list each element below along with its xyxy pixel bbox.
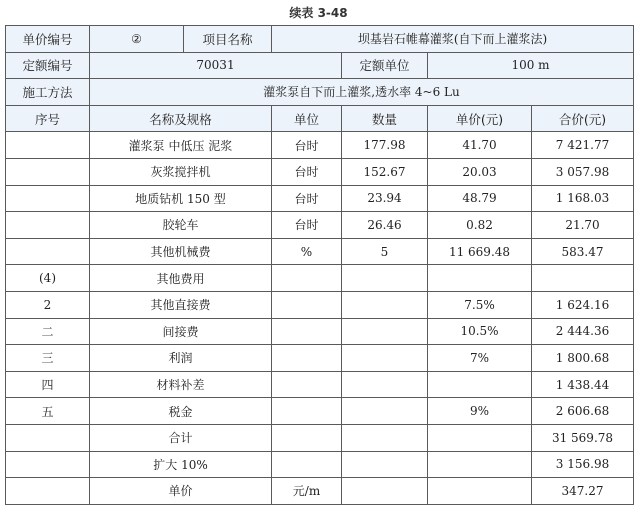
column-header-row (6, 105, 634, 132)
row-name: 单价 (90, 478, 272, 505)
row-price: 20.03 (428, 158, 532, 185)
row-amount: 1 438.44 (532, 371, 634, 398)
header-row-method (6, 79, 634, 106)
row-price (428, 424, 532, 451)
row-price: 11 669.48 (428, 238, 532, 265)
row-amount: 3 057.98 (532, 158, 634, 185)
table-caption: 续表 3-48 (289, 6, 348, 20)
row-amount: 2 444.36 (532, 318, 634, 345)
row-price: 9% (428, 398, 532, 425)
table-row (6, 212, 634, 239)
row-unit (272, 371, 342, 398)
row-unit: % (272, 238, 342, 265)
row-amount: 1 624.16 (532, 291, 634, 318)
row-name: 间接费 (90, 318, 272, 345)
row-seq: 四 (6, 371, 90, 398)
row-qty (342, 265, 428, 292)
row-qty: 26.46 (342, 212, 428, 239)
row-price: 7.5% (428, 291, 532, 318)
row-amount: 21.70 (532, 212, 634, 239)
header-row-price-code (6, 26, 634, 53)
unit-price-table (5, 25, 634, 505)
row-name: 胶轮车 (90, 212, 272, 239)
row-name: 税金 (90, 398, 272, 425)
row-name: 其他直接费 (90, 291, 272, 318)
row-price (428, 371, 532, 398)
row-amount: 2 606.68 (532, 398, 634, 425)
col-header-price: 单价(元) (428, 105, 532, 132)
row-unit (272, 291, 342, 318)
project-name-label: 项目名称 (184, 26, 272, 53)
col-header-name: 名称及规格 (90, 105, 272, 132)
table-row (6, 265, 634, 292)
row-qty (342, 371, 428, 398)
table-row (6, 185, 634, 212)
row-unit (272, 265, 342, 292)
header-row-quota (6, 52, 634, 79)
row-unit (272, 318, 342, 345)
row-unit (272, 424, 342, 451)
row-qty (342, 451, 428, 478)
row-qty (342, 424, 428, 451)
table-row (6, 158, 634, 185)
quota-code-value: 70031 (90, 52, 342, 79)
row-name: 材料补差 (90, 371, 272, 398)
row-seq: 2 (6, 291, 90, 318)
quota-unit-label: 定额单位 (342, 52, 428, 79)
table-row (6, 398, 634, 425)
row-unit (272, 398, 342, 425)
row-price (428, 265, 532, 292)
col-header-seq: 序号 (6, 105, 90, 132)
row-price: 10.5% (428, 318, 532, 345)
row-unit (272, 345, 342, 372)
row-seq: (4) (6, 265, 90, 292)
row-qty (342, 478, 428, 505)
table-row (6, 478, 634, 505)
row-amount: 347.27 (532, 478, 634, 505)
row-seq (6, 185, 90, 212)
row-seq (6, 212, 90, 239)
col-header-qty: 数量 (342, 105, 428, 132)
row-qty (342, 318, 428, 345)
row-unit: 台时 (272, 185, 342, 212)
row-amount: 583.47 (532, 238, 634, 265)
row-seq (6, 132, 90, 159)
row-price: 0.82 (428, 212, 532, 239)
row-seq: 五 (6, 398, 90, 425)
row-seq: 三 (6, 345, 90, 372)
row-name: 灰浆搅拌机 (90, 158, 272, 185)
col-header-unit: 单位 (272, 105, 342, 132)
row-unit: 元/m (272, 478, 342, 505)
price-code-label: 单价编号 (6, 26, 90, 53)
table-row (6, 291, 634, 318)
row-name: 利润 (90, 345, 272, 372)
row-seq (6, 478, 90, 505)
row-name: 其他费用 (90, 265, 272, 292)
row-name: 灌浆泵 中低压 泥浆 (90, 132, 272, 159)
row-seq (6, 424, 90, 451)
row-price (428, 451, 532, 478)
table-row (6, 345, 634, 372)
row-amount: 1 168.03 (532, 185, 634, 212)
row-qty (342, 398, 428, 425)
row-amount (532, 265, 634, 292)
table-row (6, 318, 634, 345)
row-qty (342, 345, 428, 372)
table-row (6, 371, 634, 398)
row-price (428, 478, 532, 505)
col-header-amount: 合价(元) (532, 105, 634, 132)
row-seq (6, 451, 90, 478)
method-label: 施工方法 (6, 79, 90, 106)
method-value: 灌浆泵自下而上灌浆,透水率 4~6 Lu (90, 79, 634, 106)
row-seq (6, 238, 90, 265)
row-amount: 7 421.77 (532, 132, 634, 159)
row-price: 41.70 (428, 132, 532, 159)
row-unit: 台时 (272, 158, 342, 185)
row-unit: 台时 (272, 212, 342, 239)
quota-unit-value: 100 m (428, 52, 634, 79)
table-row (6, 424, 634, 451)
row-qty: 5 (342, 238, 428, 265)
row-amount: 3 156.98 (532, 451, 634, 478)
project-name-value: 坝基岩石帷幕灌浆(自下而上灌浆法) (272, 26, 634, 53)
row-name: 地质钻机 150 型 (90, 185, 272, 212)
row-unit (272, 451, 342, 478)
row-qty: 177.98 (342, 132, 428, 159)
row-qty (342, 291, 428, 318)
table-row (6, 451, 634, 478)
row-qty: 152.67 (342, 158, 428, 185)
row-amount: 1 800.68 (532, 345, 634, 372)
row-price: 48.79 (428, 185, 532, 212)
row-amount: 31 569.78 (532, 424, 634, 451)
table-row (6, 132, 634, 159)
row-qty: 23.94 (342, 185, 428, 212)
row-seq: 二 (6, 318, 90, 345)
row-unit: 台时 (272, 132, 342, 159)
quota-code-label: 定额编号 (6, 52, 90, 79)
row-seq (6, 158, 90, 185)
row-price: 7% (428, 345, 532, 372)
row-name: 扩大 10% (90, 451, 272, 478)
row-name: 其他机械费 (90, 238, 272, 265)
table-row (6, 238, 634, 265)
price-code-value: ② (90, 26, 184, 53)
row-name: 合计 (90, 424, 272, 451)
